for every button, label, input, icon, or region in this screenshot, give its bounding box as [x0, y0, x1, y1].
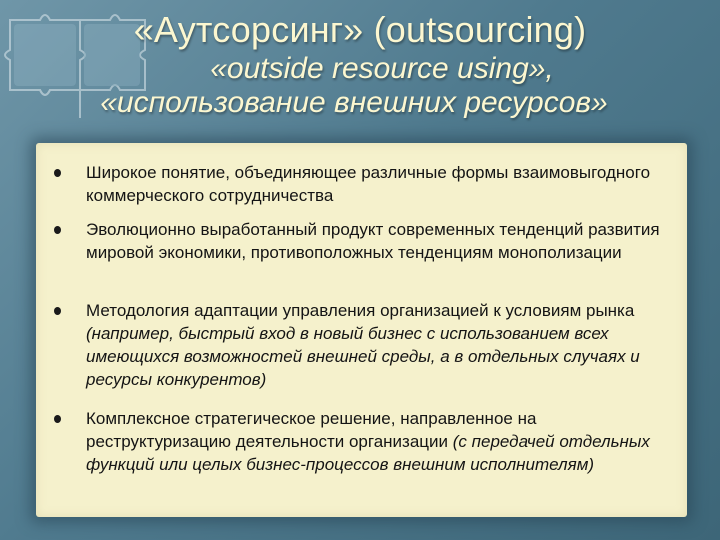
bullet-dot-icon: [54, 169, 61, 177]
bullet-text: Широкое понятие, объединяющее различные формы взаимовыгодного коммерческого сотрудничества: [86, 163, 651, 205]
bullet-dot-icon: [54, 415, 61, 423]
slide-title: «Аутсорсинг» (outsourcing): [133, 9, 587, 50]
bullet-dot-icon: [54, 226, 61, 234]
bullet-text: Методология адаптации управления организацией к условиям рынка (например, быстрый вход в новый бизнес с использованием всех имеющихся возможностей внешней среды, а в отдельных случаях и ресурсы конкурентов): [86, 301, 640, 389]
bullet-text: Эволюционно выработанный продукт современных тенденций развития мировой экономики, противоположных тенденциям монополизации: [86, 220, 660, 262]
content-panel: [36, 143, 687, 517]
slide-subtitle-russian: «использование внешних ресурсов»: [100, 86, 608, 119]
bullet-text: Комплексное стратегическое решение, направленное на реструктуризацию деятельности организации (с передачей отдельных функций или целых бизнес-процессов внешним исполнителям): [86, 409, 650, 474]
bullet-note: (например, быстрый вход в новый бизнес с использованием всех имеющихся возможностей внешней среды, а в отдельных случаях и ресурсы конкурентов): [86, 324, 640, 389]
slide-subtitle-english: «outside resource using»,: [210, 52, 554, 85]
bullet-dot-icon: [54, 307, 61, 315]
bullet-note: (с передачей отдельных функций или целых бизнес-процессов внешним исполнителям): [86, 432, 650, 474]
